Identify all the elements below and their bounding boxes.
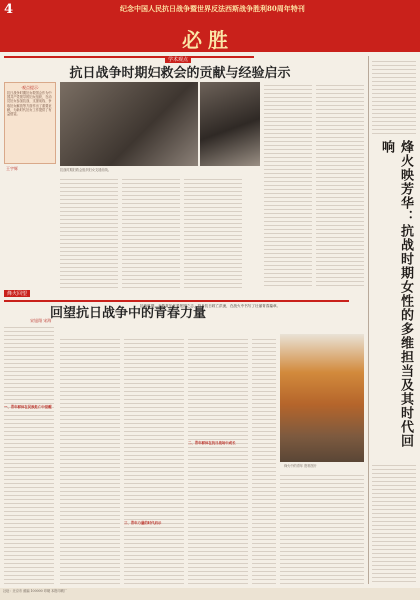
section1-col2 (60, 176, 118, 288)
section1-rule (4, 56, 254, 58)
section2-subhead-3: 三、青年力量的时代启示 (124, 521, 162, 525)
section1-col3 (122, 176, 180, 288)
section2-photo (280, 334, 364, 462)
page-number: 4 (4, 2, 14, 17)
section1-photo (60, 82, 198, 166)
viewpoint-box (4, 82, 56, 164)
section2-col1 (4, 324, 54, 584)
right-vertical-title: 烽火映芳华：抗战时期女性的多维担当及其时代回响 (379, 140, 413, 448)
section1-author: 王宇辉 (6, 166, 18, 171)
section2-lead: 抗战时期，无数青年怀着报国之志，投身抗日救亡洪流，在战火中书写了壮丽青春篇章。 (140, 304, 281, 308)
right-body (372, 462, 416, 584)
section2-headline: 回望抗日战争中的青春力量 (50, 306, 207, 321)
section1-col1 (4, 172, 54, 284)
right-intro (372, 58, 416, 136)
section1-photo-2 (200, 82, 260, 166)
masthead (0, 0, 420, 52)
section2-subhead-2: 二、青年群体在抗日战场中成长 (188, 441, 236, 445)
viewpoint-title: ·观点提示· (20, 85, 40, 90)
masthead-title: 必胜 (182, 28, 234, 52)
section2-photo-caption: 烽火中的青年 资料图片 (284, 464, 317, 468)
section1-col4 (184, 176, 242, 288)
section1-col6 (316, 82, 364, 288)
masthead-slogan: 纪念中国人民抗日战争暨世界反法西斯战争胜利80周年特刊 (120, 4, 305, 13)
section1-kicker: 学术观点 (165, 56, 191, 63)
section2-col4 (188, 336, 248, 584)
viewpoint-body: 抗日战争时期妇女救国会作为中国共产党领导的妇女组织，在动员妇女参加抗战、支援前线、争取妇女解放等方面作出了重要贡献，为新时代妇女工作提供了有益借鉴。 (7, 91, 52, 117)
section2-col5 (252, 336, 276, 584)
section2-col2 (60, 336, 120, 584)
section1-col5 (264, 82, 312, 288)
section2-kicker: 烽火回望 (4, 290, 30, 297)
column-divider (368, 56, 369, 584)
section2-col3 (124, 336, 184, 584)
section2-subhead-1: 一、青年群体在民族危亡中觉醒 (4, 405, 52, 409)
section2-author: 宋旭翔 宋海 (30, 318, 52, 323)
footer: 社址：北京市 邮编 100000 印刷 本报印刷厂 (0, 588, 420, 600)
section2-col6 (280, 472, 364, 584)
section1-headline: 抗日战争时期妇救会的贡献与经验启示 (69, 66, 291, 81)
section1-photo-caption: 抗战时期妇救会组织妇女支援前线。 (60, 168, 111, 172)
